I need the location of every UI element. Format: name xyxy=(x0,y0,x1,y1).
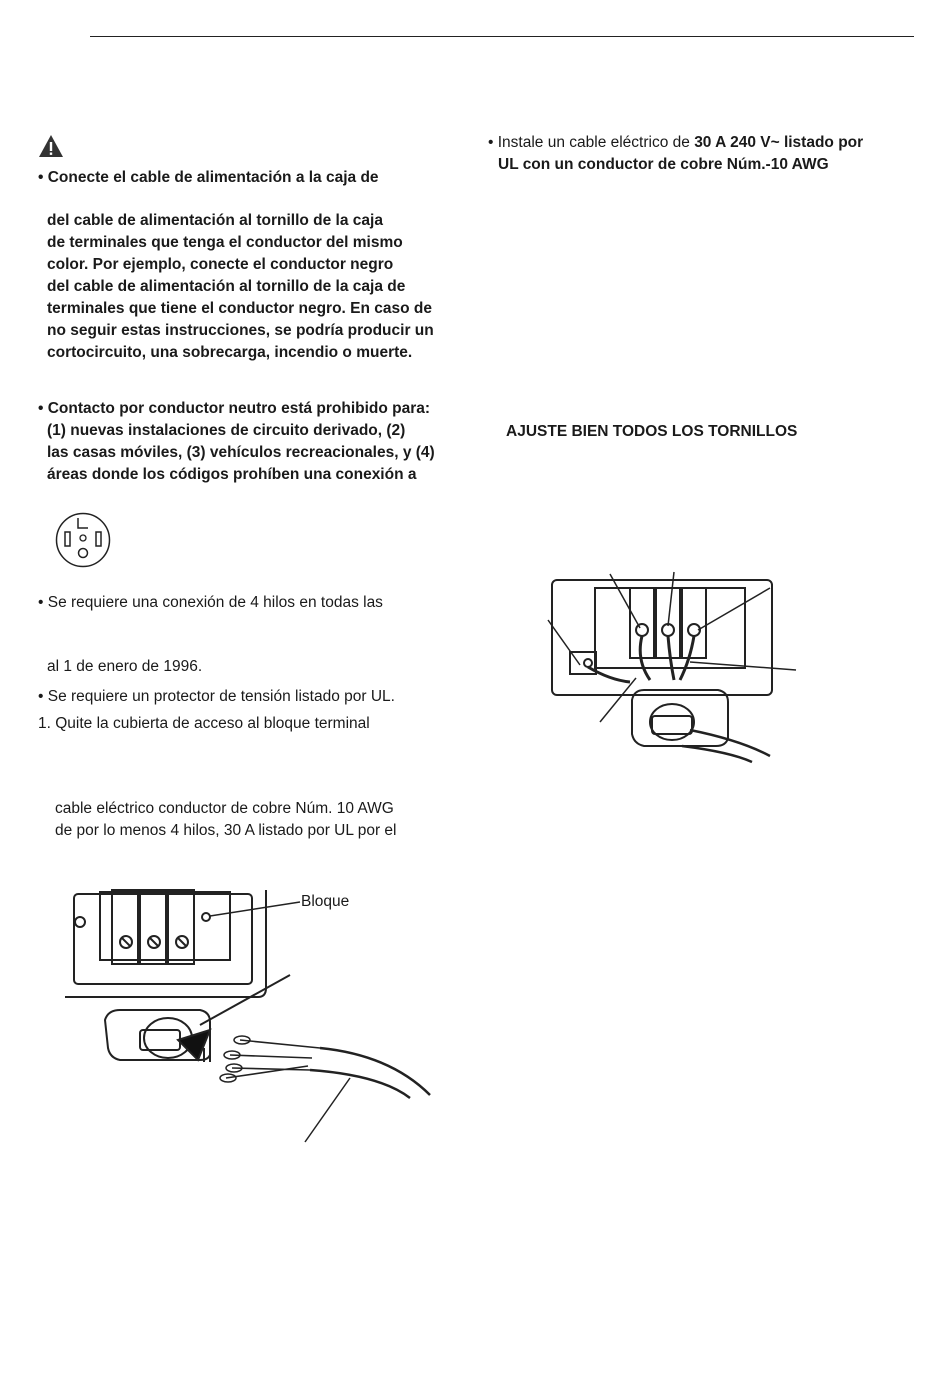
bullet-line: (1) nuevas instalaciones de circuito derivado, (2) xyxy=(47,422,406,439)
right-bullet-line-1: • Instale un cable eléctrico de 30 A 240 V~ listado por xyxy=(488,134,864,151)
right-bullet-line-2: UL con un conductor de cobre Núm.-10 AWG xyxy=(498,156,829,173)
bullet-line: del cable de alimentación al tornillo de la caja xyxy=(47,212,383,229)
cable-text: cable eléctrico conductor de cobre Núm. 10 AWG xyxy=(55,800,394,817)
bullet-line: cortocircuito, una sobrecarga, incendio o muerte. xyxy=(47,344,413,361)
bullet-line: • Contacto por conductor neutro está prohibido para: xyxy=(38,400,431,417)
bullet-line: de terminales que tenga el conductor del mismo xyxy=(47,234,403,251)
header-rule xyxy=(90,36,914,37)
bullet-line: terminales que tiene el conductor negro. En caso de xyxy=(47,300,433,317)
terminal-block-diagram xyxy=(60,880,460,1150)
wiring-diagram xyxy=(540,570,810,770)
bullet-line: no seguir estas instrucciones, se podría producir un xyxy=(47,322,434,339)
bullet-line: del cable de alimentación al tornillo de la caja de xyxy=(47,278,406,295)
bullet-line: color. Por ejemplo, conecte el conductor negro xyxy=(47,256,394,273)
bullet-text: • Se requiere un protector de tensión listado por UL. xyxy=(38,688,395,705)
warning-triangle-icon xyxy=(38,134,64,158)
step-text: 1. Quite la cubierta de acceso al bloque terminal xyxy=(38,715,370,732)
cable-text: de por lo menos 4 hilos, 30 A listado por UL por el xyxy=(55,822,397,839)
tighten-screws-heading: AJUSTE BIEN TODOS LOS TORNILLOS xyxy=(506,423,798,440)
bullet-text: al 1 de enero de 1996. xyxy=(47,658,203,675)
bullet-line: • Conecte el cable de alimentación a la caja de xyxy=(38,169,379,186)
bullet-text: • Se requiere una conexión de 4 hilos en todas las xyxy=(38,594,383,611)
bullet-line: las casas móviles, (3) vehículos recreacionales, y (4) xyxy=(47,444,435,461)
four-prong-outlet-icon xyxy=(55,512,111,568)
bullet-line: áreas donde los códigos prohíben una conexión a xyxy=(47,466,417,483)
figure-label-bloque: Bloque xyxy=(301,893,350,910)
